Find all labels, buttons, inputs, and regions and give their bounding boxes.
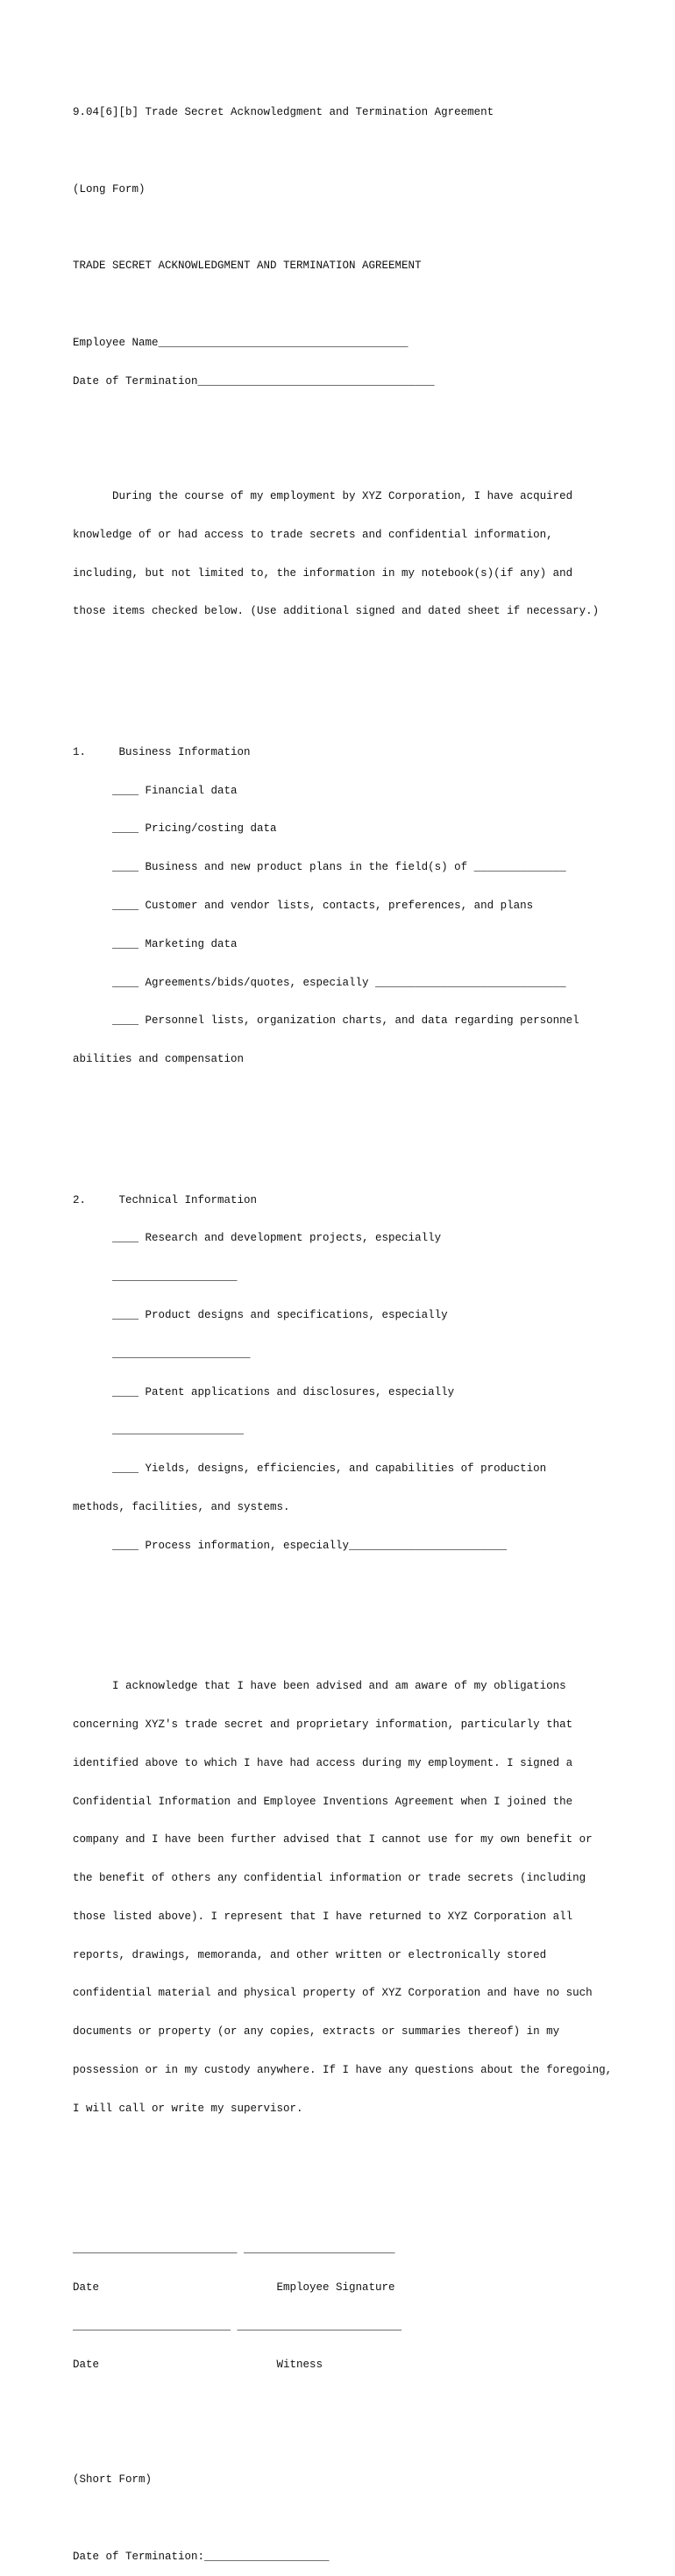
paragraph-line: knowledge of or had access to trade secrets and confidential information, (73, 528, 553, 541)
paragraph-line: those items checked below. (Use additional signed and dated sheet if necessary.) (73, 605, 600, 618)
technical-information-section (73, 1168, 634, 1577)
paragraph-line: the benefit of others any confidential information or trade secrets (including (73, 1872, 586, 1885)
checklist-item: ____ Personnel lists, organization charts, and data regarding personnel (73, 1014, 579, 1028)
employee-name-field: Employee Name______________________________________ (73, 336, 409, 349)
checklist-item: ____ Research and development projects, especially (73, 1232, 442, 1245)
spacer (73, 298, 634, 311)
acknowledgment-paragraph (73, 1654, 634, 2141)
signature-line: ________________________ _________________________ (73, 2319, 402, 2332)
paragraph-line: documents or property (or any copies, extracts or summaries thereof) in my (73, 2025, 560, 2039)
checklist-item: ____ Agreements/bids/quotes, especially _____________________________ (73, 976, 566, 989)
checklist-item-continuation: abilities and compensation (73, 1053, 245, 1066)
signature-line: _________________________ _______________________ (73, 2243, 395, 2256)
paragraph-line: possession or in my custody anywhere. If I have any questions about the foregoing, (73, 2064, 613, 2077)
spacer (73, 2512, 634, 2525)
checklist-item: ____ Financial data (73, 784, 238, 797)
checklist-item: ____ Process information, especially________________________ (73, 1539, 508, 1552)
spacer (73, 222, 634, 235)
spacer (73, 2167, 634, 2180)
blank-line: ___________________ (73, 1270, 238, 1284)
paragraph-line: concerning XYZ's trade secret and proprietary information, particularly that (73, 1719, 573, 1731)
checklist-item: ____ Business and new product plans in the field(s) of ______________ (73, 861, 566, 874)
spacer (73, 2423, 634, 2436)
short-form-date-of-termination: Date of Termination:___________________ (73, 2550, 330, 2563)
agreement-title: TRADE SECRET ACKNOWLEDGMENT AND TERMINATION AGREEMENT (73, 260, 422, 273)
paragraph-line: I acknowledge that I have been advised and am aware of my obligations (73, 1680, 566, 1693)
paragraph-line: those listed above). I represent that I have returned to XYZ Corporation all (73, 1910, 573, 1923)
paragraph-line: During the course of my employment by XYZ Corporation, I have acquired (73, 490, 573, 502)
checklist-item: ____ Pricing/costing data (73, 822, 277, 836)
checklist-item-continuation: methods, facilities, and systems. (73, 1500, 290, 1513)
paragraph-line: reports, drawings, memoranda, and other written or electronically stored (73, 1948, 547, 1961)
paragraph-line: confidential material and physical property of XYZ Corporation and have no such (73, 1987, 593, 2000)
paragraph-line: company and I have been further advised that I cannot use for my own benefit or (73, 1833, 593, 1847)
signature-block (73, 2217, 634, 2396)
checklist-item: ____ Product designs and specifications, especially (73, 1309, 448, 1321)
blank-line: _____________________ (73, 1347, 251, 1360)
spacer (73, 669, 634, 682)
long-form-label: (Long Form) (73, 182, 146, 196)
checklist-item: ____ Customer and vendor lists, contacts, preferences, and plans (73, 900, 534, 912)
short-form-label: (Short Form) (73, 2473, 153, 2487)
date-of-termination-field: Date of Termination____________________________________ (73, 374, 435, 388)
spacer (73, 1604, 634, 1617)
checklist-item: ____ Yields, designs, efficiencies, and capabilities of production (73, 1462, 547, 1476)
spacer (73, 1117, 634, 1130)
technical-section-heading: 2. Technical Information (73, 1193, 258, 1206)
paragraph-line: identified above to which I have had access during my employment. I signed a (73, 1756, 573, 1769)
paragraph-line: Confidential Information and Employee Inventions Agreement when I joined the (73, 1795, 573, 1808)
signature-labels: Date Witness (73, 2358, 323, 2371)
signature-labels: Date Employee Signature (73, 2281, 395, 2295)
paragraph-line: I will call or write my supervisor. (73, 2102, 303, 2115)
spacer (73, 145, 634, 158)
business-section-heading: 1. Business Information (73, 745, 251, 758)
blank-line: ____________________ (73, 1424, 245, 1437)
intro-paragraph (73, 465, 634, 644)
checklist-item: ____ Patent applications and disclosures, especially (73, 1385, 455, 1398)
business-information-section (73, 721, 634, 1092)
document-page (73, 81, 634, 2576)
paragraph-line: including, but not limited to, the information in my notebook(s)(if any) and (73, 566, 573, 580)
section-title: 9.04[6][b] Trade Secret Acknowledgment and Termination Agreement (73, 106, 494, 119)
spacer (73, 413, 634, 426)
checklist-item: ____ Marketing data (73, 937, 238, 950)
